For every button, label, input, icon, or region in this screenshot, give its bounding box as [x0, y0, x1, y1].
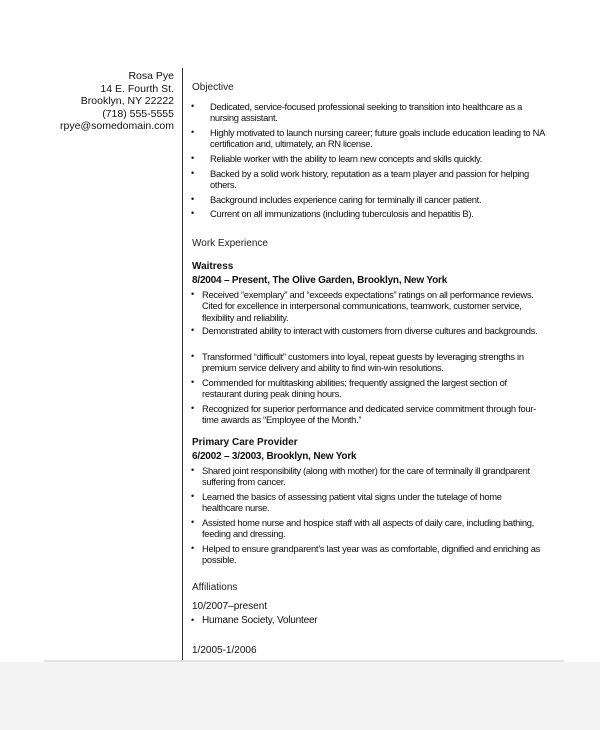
affiliation-dates: 10/2007–present [192, 601, 268, 612]
list-item: • Received “exemplary” and “exceeds expectations” ratings on all performance reviews. Cited for excellence in interpersonal communications, teamwork, customer service, flexibility and reliability. [191, 289, 534, 323]
list-item: • Commended for multitasking abilities; frequently assigned the largest section of restaurant during peak dining hours. [191, 377, 507, 400]
list-item: • Highly motivated to launch nursing career; future goals include education leading to NA certification and, ultimately, an RN license. [191, 127, 545, 150]
list-item: • Recognized for superior performance and dedicated service commitment through four-time awards as “Employee of the Month.” [191, 403, 536, 426]
list-item: • Shared joint responsibility (along with mother) for the care of terminally ill grandparent suffering from cancer. [191, 465, 530, 488]
contact-email: rpye@somedomain.com [60, 120, 174, 132]
objective-heading: Objective [192, 82, 234, 93]
list-item: • Background includes experience caring for terminally ill cancer patient. [191, 194, 482, 205]
affiliation-list [191, 615, 502, 626]
contact-street: 14 E. Fourth St. [100, 82, 174, 95]
job-title: Waitress [192, 261, 234, 272]
affiliations-heading: Affiliations [192, 582, 238, 593]
list-item: • Humane Society, Volunteer [191, 615, 318, 626]
vertical-divider [182, 68, 183, 660]
page-bottom-edge [44, 660, 564, 662]
list-item: • Assisted home nurse and hospice staff with all aspects of daily care, including bathing, feeding and dressing. [191, 517, 534, 540]
contact-city: Brooklyn, NY 22222 [80, 95, 174, 107]
list-item: • Reliable worker with the ability to learn new concepts and skills quickly. [191, 153, 483, 164]
job-title: Primary Care Provider [192, 437, 298, 448]
job-duties-list [191, 465, 542, 569]
work-heading: Work Experience [192, 238, 268, 249]
list-item: • Demonstrated ability to interact with customers from diverse cultures and backgrounds. [191, 325, 538, 336]
list-item: • Learned the basics of assessing patient vital signs under the tutelage of home healthcare nurse. [191, 491, 502, 514]
affiliation-dates: 1/2005-1/2006 [192, 645, 257, 656]
list-item: • Transformed “difficult” customers into loyal, repeat guests by leveraging strengths in premium service delivery and ability to find win-win resolutions. [191, 351, 524, 374]
list-item: • Backed by a solid work history, reputation as a team player and passion for helping others. [191, 168, 529, 191]
list-item: • Current on all immunizations (including tuberculosis and hepatitis B). [191, 208, 474, 219]
list-item: • Helped to ensure grandparent’s last year was as comfortable, dignified and enriching as possible. [191, 543, 541, 566]
list-item: • Dedicated, service-focused professional seeking to transition into healthcare as a nursing assistant. [191, 101, 523, 124]
contact-phone: (718) 555-5555 [102, 107, 174, 120]
objective-list [191, 101, 545, 222]
job-duties-list [191, 289, 547, 429]
contact-block [40, 70, 174, 133]
contact-name: Rosa Pye [128, 70, 174, 82]
job-dates-place: 8/2004 – Present, The Olive Garden, Brooklyn, New York [192, 275, 448, 286]
job-dates-place: 6/2002 – 3/2003, Brooklyn, New York [192, 451, 357, 462]
